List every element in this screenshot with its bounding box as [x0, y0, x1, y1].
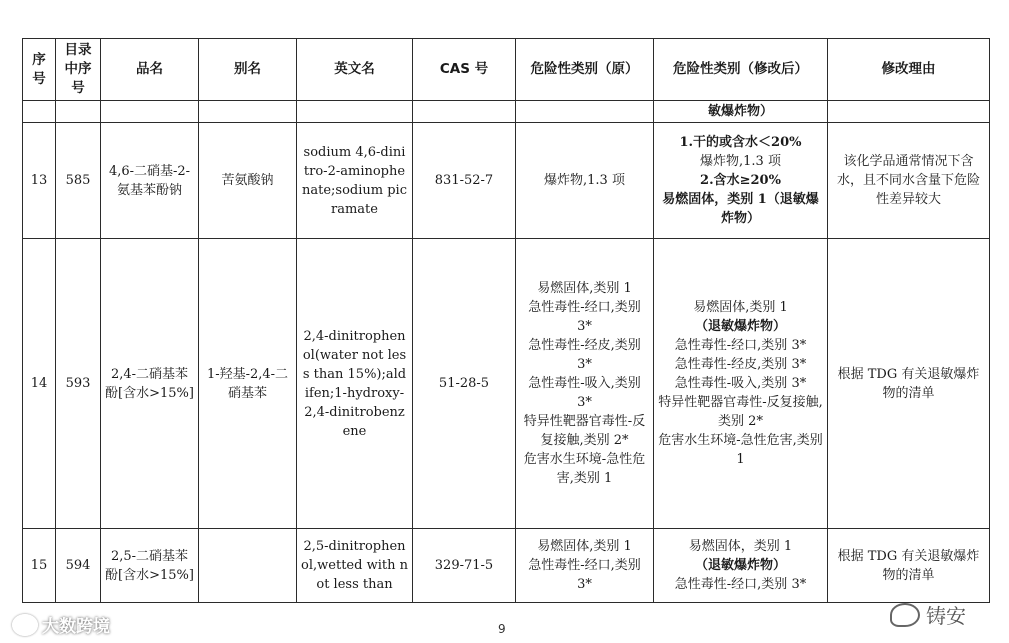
cell-english: sodium 4,6-dinitro-2-aminophenate;sodium picramate [297, 123, 413, 239]
header-hazard-new: 危险性类别（修改后） [654, 39, 828, 101]
watermark-left-text: 大数跨境 [42, 617, 110, 637]
header-row [23, 39, 990, 101]
hazard-line: 易燃固体,类别 1 [537, 281, 632, 296]
cell-reason: 根据 TDG 有关退敏爆炸物的清单 [828, 529, 990, 603]
hazardous-chemicals-table [22, 38, 990, 603]
cell-seq: 13 [23, 123, 56, 239]
cell-catalog-seq: 593 [56, 239, 101, 529]
continuation-row [23, 101, 990, 123]
wechat-icon [890, 603, 920, 627]
cell-name: 2,4-二硝基苯酚[含水>15%] [101, 239, 199, 529]
hazard-line: 急性毒性-经口,类别 3* [528, 300, 641, 334]
hazard-line: 易燃固体,类别 1 [693, 300, 788, 315]
table-row [23, 239, 990, 529]
cell-alias: 1-羟基-2,4-二硝基苯 [199, 239, 297, 529]
hazard-line: 易燃固体，类别 1（退敏爆炸物） [662, 192, 819, 226]
table-row [23, 123, 990, 239]
hazard-line: 爆炸物,1.3 项 [700, 154, 781, 169]
hazard-line: 急性毒性-吸入,类别 3* [528, 376, 641, 410]
watermark-left [12, 612, 110, 637]
table-row [23, 529, 990, 603]
hazard-line: 易燃固体，类别 1 [688, 539, 793, 554]
watermark-right-text: 铸安 [926, 604, 966, 628]
hazard-line: 特异性靶器官毒性-反复接触,类别 2* [658, 395, 823, 429]
cell-cas: 329-71-5 [413, 529, 516, 603]
continuation-hazard-new: 敏爆炸物） [654, 101, 828, 123]
cell-hazard-orig [516, 239, 654, 529]
header-english: 英文名 [297, 39, 413, 101]
cell-reason: 根据 TDG 有关退敏爆炸物的清单 [828, 239, 990, 529]
cell-hazard-orig [516, 123, 654, 239]
header-cas: CAS 号 [413, 39, 516, 101]
hazard-line: （退敏爆炸物） [694, 558, 786, 573]
hazard-line: 爆炸物,1.3 项 [544, 173, 625, 188]
cell-english: 2,4-dinitrophenol(water not less than 15%);aldifen;1-hydroxy-2,4-dinitrobenzene [297, 239, 413, 529]
page-number: 9 [498, 622, 506, 636]
hazard-line: 急性毒性-经皮,类别 3* [674, 357, 807, 372]
header-alias: 别名 [199, 39, 297, 101]
cell-catalog-seq: 594 [56, 529, 101, 603]
cell-alias: 苦氨酸钠 [199, 123, 297, 239]
hazard-line: 急性毒性-经口,类别 3* [674, 577, 807, 592]
hazard-line: 急性毒性-经皮,类别 3* [528, 338, 641, 372]
hazard-line: 2.含水≥20% [700, 173, 781, 188]
cell-cas: 831-52-7 [413, 123, 516, 239]
cell-reason: 该化学品通常情况下含水，且不同水含量下危险性差异较大 [828, 123, 990, 239]
cell-catalog-seq: 585 [56, 123, 101, 239]
header-name: 品名 [101, 39, 199, 101]
hazard-line: 特异性靶器官毒性-反复接触,类别 2* [523, 414, 646, 448]
cell-hazard-new [654, 529, 828, 603]
hazard-line: （退敏爆炸物） [694, 319, 786, 334]
hazard-line: 危害水生环境-急性危害,类别 1 [658, 433, 823, 467]
header-reason: 修改理由 [828, 39, 990, 101]
cell-alias [199, 529, 297, 603]
hazard-line: 易燃固体,类别 1 [537, 539, 632, 554]
cell-seq: 14 [23, 239, 56, 529]
header-catalog-seq: 目录中序号 [56, 39, 101, 101]
cell-name: 2,5-二硝基苯酚[含水>15%] [101, 529, 199, 603]
cell-name: 4,6-二硝基-2-氨基苯酚钠 [101, 123, 199, 239]
hazard-line: 急性毒性-经口,类别 3* [528, 558, 641, 592]
cell-hazard-orig [516, 529, 654, 603]
cell-hazard-new [654, 239, 828, 529]
watermark-logo-icon [12, 614, 38, 636]
hazard-line: 1.干的或含水＜20% [679, 135, 802, 150]
cell-seq: 15 [23, 529, 56, 603]
hazard-line: 急性毒性-吸入,类别 3* [674, 376, 807, 391]
hazard-line: 危害水生环境-急性危害,类别 1 [523, 452, 646, 486]
header-seq: 序号 [23, 39, 56, 101]
cell-english: 2,5-dinitrophenol,wetted with not less than [297, 529, 413, 603]
watermark-right [890, 600, 966, 629]
cell-hazard-new [654, 123, 828, 239]
cell-cas: 51-28-5 [413, 239, 516, 529]
header-hazard-orig: 危险性类别（原） [516, 39, 654, 101]
hazard-line: 急性毒性-经口,类别 3* [674, 338, 807, 353]
